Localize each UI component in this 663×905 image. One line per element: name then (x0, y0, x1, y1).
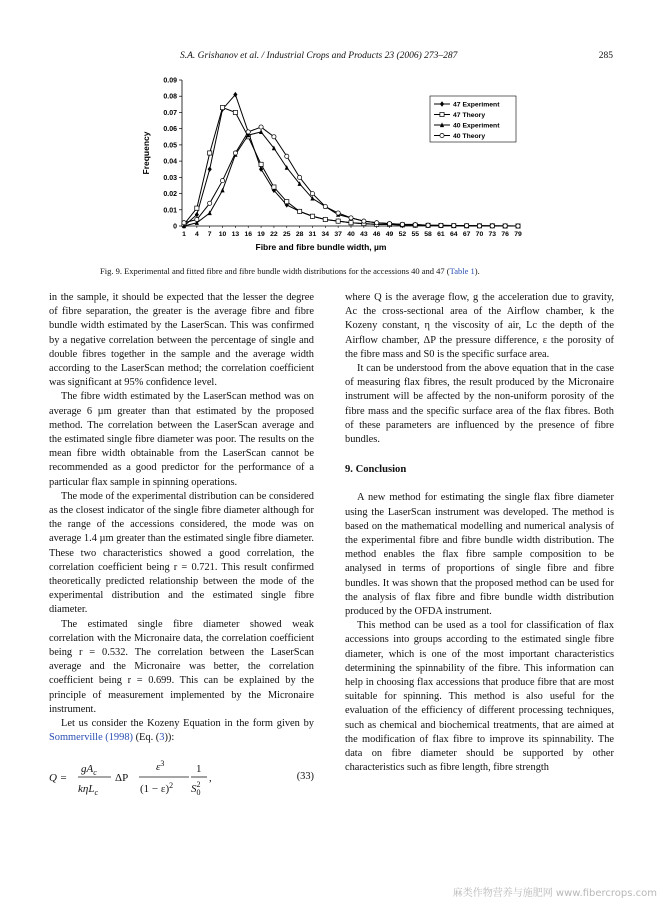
eq-epsilon: $\varepsilon^3$ (156, 758, 165, 773)
x-tick-label: 73 (488, 231, 497, 238)
paragraph: The fibre width estimated by the LaserScan method was on average 6 µm greater than that estimated by the proposed method. The correlation between the LaserScan average and the estimated single fibre diameter was poor. The results on the mean fibre width obtainable from the LaserScan cannot be recommended as a good predictor for the performance of a particular flax sample in spinning operations. (49, 391, 314, 488)
y-tick-label: 0 (173, 223, 177, 231)
text: (Eq. ( (132, 732, 160, 744)
data-point (349, 216, 353, 220)
data-point (220, 178, 224, 182)
x-tick-label: 46 (372, 231, 381, 238)
x-tick-label: 70 (475, 231, 484, 238)
equation-number: (33) (296, 770, 314, 782)
figure-caption (100, 266, 580, 276)
right-column (345, 291, 614, 776)
data-point (477, 224, 481, 228)
data-point (259, 125, 263, 129)
caption-table-link[interactable]: Table 1 (449, 266, 475, 276)
x-tick-label: 79 (514, 231, 522, 238)
paragraph: where Q is the average flow, g the acceleration due to gravity, Ac the cross-sectional area of the Airflow chamber, k the Kozeny constant, η the viscosity of air, Lc the depth of the Airflow chamber, ΔP the pressure difference, ε the porosity of the fibre mass and S0 is the specific surface area. (345, 292, 614, 360)
data-point (220, 105, 224, 109)
data-point (298, 175, 302, 179)
caption-tail: ). (474, 266, 480, 276)
paragraph: A new method for estimating the single flax fibre diameter using the LaserScan instrument was developed. The method is based on the mathematical modelling and numerical analysis of the experimental fibre and fibre bundle width distribution. The method enables the flax fibre sample composition to be analysed in terms of proportions of single fibre and fibre bundles. It was shown that the proposed method can be used for the analysis of flax fibre and fibre bundle width distribution produced by the OFDA instrument. (345, 492, 614, 618)
data-point (413, 223, 417, 227)
x-tick-label: 16 (244, 231, 253, 238)
equation-33 (49, 752, 314, 802)
data-point (465, 224, 469, 228)
text: Let us consider the Kozeny Equation in the form given by (61, 718, 314, 730)
y-tick-label: 0.05 (163, 142, 177, 150)
data-point (452, 223, 456, 227)
x-tick-label: 31 (308, 231, 317, 238)
eq-comma: , (209, 771, 212, 784)
data-point (336, 219, 340, 223)
x-tick-label: 61 (437, 231, 445, 238)
data-point (349, 221, 353, 225)
data-point (208, 151, 212, 155)
text: )): (164, 732, 175, 744)
y-tick-label: 0.08 (163, 93, 177, 101)
y-tick-label: 0.06 (163, 126, 177, 134)
data-point (426, 223, 430, 227)
data-point (362, 219, 366, 223)
data-point (298, 209, 302, 213)
page-number: 285 (598, 51, 613, 61)
data-point (272, 135, 276, 139)
eq-porosity-term: $(1 - \varepsilon)^2$ (140, 780, 174, 795)
paragraph: in the sample, it should be expected that the lesser the degree of fibre separation, the greater is the average fibre and fibre bundle width estimated by the LaserScan. This was confirmed by a negative correlation between the percentage of single and double fibres together in the sample and the average width according to the LaserScan method; the correlation coefficient was significant at 95% confidence level. (49, 292, 314, 389)
paragraph (49, 717, 314, 745)
data-point (208, 167, 212, 172)
data-point (285, 200, 289, 204)
section-heading: 9. Conclusion (345, 464, 407, 476)
data-point (310, 191, 314, 195)
eq-one: 1 (196, 762, 202, 775)
x-tick-label: 10 (218, 231, 227, 238)
paragraph: The mode of the experimental distribution can be considered as the closest indicator of the single fibre diameter although for the range of the accessions considered, the mode was on average 1.4 µm greater than the estimated single fibre diameter. These two characteristics showed a good correlation, the correlation coefficient being r = 0.721. This result confirmed theoretically predicted relationship between the mode of the experimental distribution and the estimated single fibre diameter. (49, 490, 314, 616)
x-tick-label: 28 (295, 231, 304, 238)
y-tick-label: 0.09 (163, 77, 177, 85)
running-header (0, 51, 663, 65)
eq-denominator: kηL$_c$ (78, 782, 99, 797)
legend-marker (440, 112, 444, 116)
paragraph: The estimated single fibre diameter showed weak correlation with the Micronaire data, the correlation coefficient being r = 0.532. The correlation between the LaserScan average and the Micronaire was better, the correlation coefficient being r = 0.699. This can be explained by the principle of measurement implemented by the Micronaire instrument. (49, 618, 314, 715)
left-column (49, 291, 314, 802)
x-tick-label: 13 (231, 231, 240, 238)
legend-label: 47 Experiment (453, 101, 500, 109)
x-tick-label: 43 (360, 231, 368, 238)
data-point (259, 162, 263, 166)
data-point (375, 221, 379, 225)
legend-label: 40 Theory (453, 133, 486, 140)
x-tick-label: 49 (385, 231, 394, 238)
y-tick-label: 0.07 (163, 109, 177, 117)
x-tick-label: 25 (282, 231, 291, 238)
data-point (182, 221, 186, 225)
x-tick-label: 34 (321, 231, 330, 238)
eq-numerator: $gA_c$ (81, 762, 97, 777)
y-axis-label: Frequency (141, 131, 151, 175)
chart-plot-area (141, 78, 522, 253)
x-axis-label: Fibre and fibre bundle width, µm (255, 242, 387, 252)
x-tick-label: 4 (194, 231, 199, 238)
data-point (310, 214, 314, 218)
data-point (503, 224, 507, 228)
data-point (400, 222, 404, 226)
x-tick-label: 64 (449, 231, 458, 238)
data-point (439, 223, 443, 227)
data-point (208, 201, 212, 205)
y-tick-label: 0.04 (163, 158, 177, 166)
citation-link[interactable]: Sommerville (1998) (49, 732, 133, 744)
equation-graphic (49, 752, 314, 802)
caption-text: Fig. 9. Experimental and fitted fibre and fibre bundle width distributions for the accessions 40 and 47 ( (100, 266, 450, 276)
data-point (272, 185, 276, 189)
x-tick-label: 52 (398, 231, 407, 238)
x-tick-label: 7 (207, 231, 212, 238)
x-tick-label: 67 (462, 231, 471, 238)
y-tick-label: 0.01 (163, 207, 177, 215)
data-point (233, 110, 237, 114)
data-point (323, 204, 327, 208)
eq-lhs: Q = (49, 771, 68, 784)
eq-delta-p: ΔP (115, 771, 129, 784)
paragraph: This method can be used as a tool for classification of flax accessions into groups according to the estimated single fibre diameter, which is one of the most important characteristics determining the spinnability of the fibre. This information can help in choosing flax accessions that produce fibre that are most suitable for spinning. This method is also useful for the evaluation of the efficiency of different processing techniques, such as chemical and biochemical treatments, that are aimed at the modification of flax fibre to improve its spinnability. The data on fibre diameter should be supported by other characteristics such as fibre length, fibre strength (345, 620, 614, 774)
eq-s0: $S^2$ 0 (191, 779, 201, 797)
data-point (516, 224, 520, 228)
data-point (490, 224, 494, 228)
data-point (233, 151, 237, 155)
running-title: S.A. Grishanov et al. / Industrial Crops and Products 23 (2006) 273–287 (180, 51, 458, 61)
data-point (195, 217, 199, 221)
x-tick-label: 19 (257, 231, 265, 238)
x-tick-label: 55 (411, 231, 420, 238)
data-point (323, 217, 327, 221)
legend-marker (440, 133, 444, 137)
x-tick-label: 58 (424, 231, 432, 238)
data-point (336, 211, 340, 215)
x-tick-label: 76 (501, 231, 509, 238)
y-tick-label: 0.02 (163, 191, 177, 199)
paragraph: It can be understood from the above equation that in the case of measuring flax fibres, the result produced by the Micronaire instrument will be affected by the non-uniform porosity of the fibre mass and the specific surface area of the flax fibres. Both of these parameters are influenced by the presence of fibre bundles. (345, 363, 614, 446)
legend-label: 47 Theory (453, 112, 486, 119)
x-tick-label: 1 (182, 231, 186, 238)
figure-9-chart (130, 70, 535, 260)
data-point (195, 206, 199, 210)
x-tick-label: 22 (270, 231, 278, 238)
watermark: 麻类作物营养与施肥网 www.fibercrops.com (452, 888, 657, 899)
data-point (259, 129, 263, 134)
legend-label: 40 Experiment (453, 122, 500, 130)
data-point (285, 154, 289, 158)
data-point (220, 188, 224, 193)
series-line (184, 132, 518, 226)
x-tick-label: 40 (347, 231, 355, 238)
x-tick-label: 37 (334, 231, 342, 238)
equation-link[interactable]: 3 (159, 732, 165, 744)
data-point (246, 130, 250, 134)
y-tick-label: 0.03 (163, 174, 177, 182)
data-point (387, 221, 391, 225)
